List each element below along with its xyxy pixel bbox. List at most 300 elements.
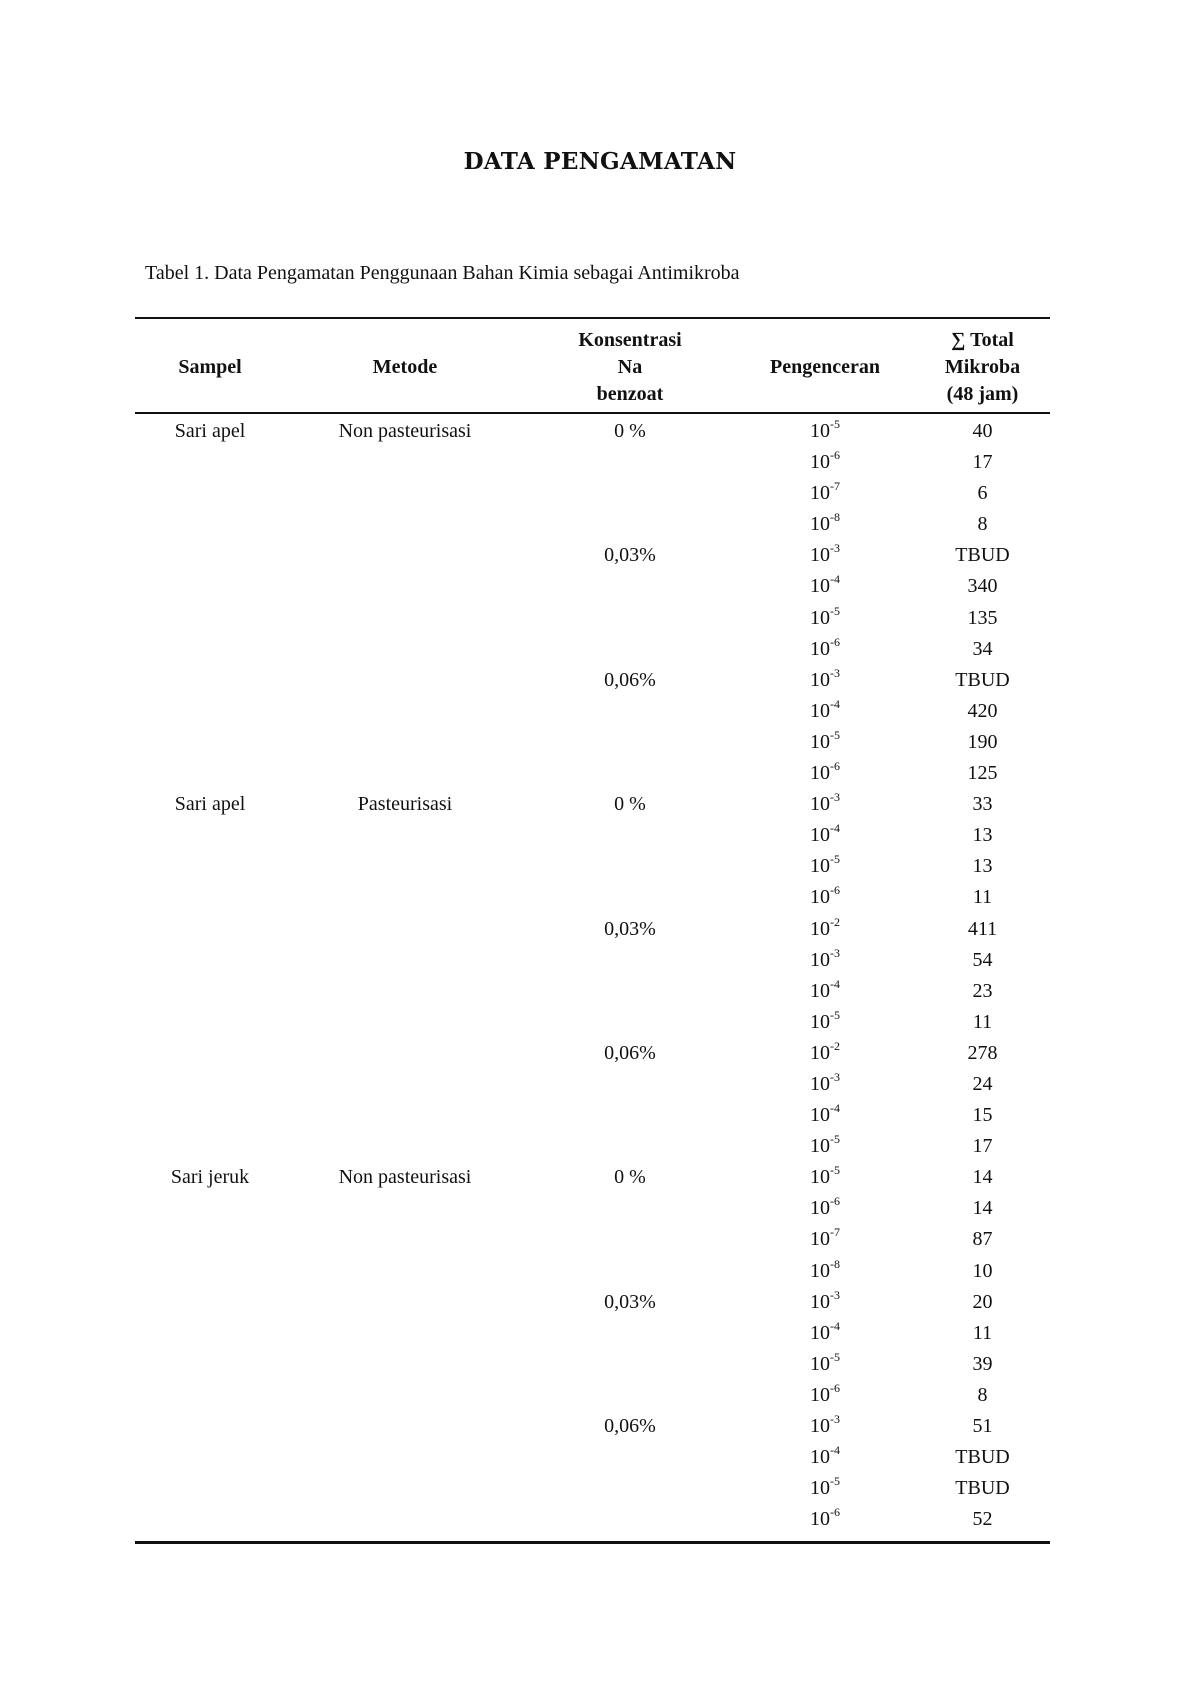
cell-total-mikroba: 135 bbox=[967, 606, 998, 629]
cell-konsentrasi bbox=[525, 603, 735, 634]
header-konsentrasi-line: benzoat bbox=[596, 382, 664, 405]
table-row bbox=[135, 1100, 1050, 1131]
cell-metode bbox=[285, 1349, 525, 1380]
cell-metode bbox=[285, 478, 525, 509]
cell-metode bbox=[285, 758, 525, 789]
cell-sampel bbox=[135, 1473, 285, 1504]
cell-konsentrasi bbox=[525, 1224, 735, 1255]
table-row bbox=[135, 540, 1050, 571]
table-row bbox=[135, 509, 1050, 540]
cell-total-mikroba: 8 bbox=[977, 513, 988, 536]
cell-metode bbox=[285, 1224, 525, 1255]
cell-total-mikroba: 23 bbox=[972, 979, 993, 1002]
table-row bbox=[135, 789, 1050, 820]
cell-metode bbox=[285, 540, 525, 571]
cell-konsentrasi bbox=[525, 1318, 735, 1349]
dilution-base: 10 bbox=[810, 1352, 830, 1375]
table-row bbox=[135, 696, 1050, 727]
table-row bbox=[135, 1411, 1050, 1442]
cell-konsentrasi bbox=[525, 1131, 735, 1162]
cell-metode bbox=[285, 603, 525, 634]
header-total-mikroba bbox=[915, 323, 1050, 411]
cell-pengenceran bbox=[735, 1100, 915, 1131]
dilution-base: 10 bbox=[810, 513, 830, 536]
header-konsentrasi-line: Na bbox=[617, 355, 643, 378]
cell-sampel bbox=[135, 447, 285, 478]
dilution-exponent: -5 bbox=[830, 603, 840, 618]
table-row bbox=[135, 1473, 1050, 1504]
cell-sampel: Sari jeruk bbox=[170, 1166, 250, 1189]
table-row bbox=[135, 976, 1050, 1007]
cell-total-mikroba: 15 bbox=[972, 1104, 993, 1127]
dilution-exponent: -6 bbox=[830, 883, 840, 898]
cell-pengenceran bbox=[735, 696, 915, 727]
cell-konsentrasi bbox=[525, 1442, 735, 1473]
cell-metode bbox=[285, 1100, 525, 1131]
dilution-exponent: -4 bbox=[830, 1101, 840, 1116]
dilution-exponent: -5 bbox=[830, 1132, 840, 1147]
cell-konsentrasi bbox=[525, 1007, 735, 1038]
table-row bbox=[135, 851, 1050, 882]
cell-pengenceran bbox=[735, 571, 915, 602]
table-header-rule bbox=[135, 412, 1050, 414]
cell-metode bbox=[285, 820, 525, 851]
cell-sampel bbox=[135, 478, 285, 509]
dilution-exponent: -7 bbox=[830, 479, 840, 494]
dilution-base: 10 bbox=[810, 948, 830, 971]
cell-konsentrasi: 0 % bbox=[614, 1166, 646, 1189]
dilution-exponent: -6 bbox=[830, 1505, 840, 1520]
cell-metode bbox=[285, 1442, 525, 1473]
cell-konsentrasi: 0,03% bbox=[604, 544, 656, 567]
table-row bbox=[135, 1442, 1050, 1473]
cell-pengenceran bbox=[735, 1007, 915, 1038]
cell-konsentrasi bbox=[525, 1349, 735, 1380]
table-row bbox=[135, 1038, 1050, 1069]
cell-pengenceran bbox=[735, 758, 915, 789]
dilution-base: 10 bbox=[810, 855, 830, 878]
cell-konsentrasi bbox=[525, 571, 735, 602]
cell-sampel bbox=[135, 1318, 285, 1349]
cell-metode: Pasteurisasi bbox=[357, 793, 453, 816]
cell-pengenceran bbox=[735, 914, 915, 945]
cell-pengenceran bbox=[735, 634, 915, 665]
header-sampel: Sampel bbox=[178, 355, 242, 378]
cell-metode bbox=[285, 665, 525, 696]
dilution-base: 10 bbox=[810, 1259, 830, 1282]
cell-metode bbox=[285, 945, 525, 976]
cell-metode bbox=[285, 1007, 525, 1038]
dilution-base: 10 bbox=[810, 606, 830, 629]
cell-sampel bbox=[135, 1131, 285, 1162]
cell-konsentrasi: 0,06% bbox=[604, 1415, 656, 1437]
page-title: DATA PENGAMATAN bbox=[463, 148, 737, 175]
dilution-base: 10 bbox=[810, 1446, 830, 1469]
dilution-base: 10 bbox=[810, 668, 830, 691]
cell-sampel bbox=[135, 571, 285, 602]
cell-sampel bbox=[135, 914, 285, 945]
dilution-exponent: -5 bbox=[830, 1007, 840, 1022]
cell-konsentrasi bbox=[525, 696, 735, 727]
table-row bbox=[135, 820, 1050, 851]
table-row bbox=[135, 634, 1050, 665]
dilution-exponent: -6 bbox=[830, 448, 840, 463]
cell-sampel bbox=[135, 1193, 285, 1224]
dilution-exponent: -4 bbox=[830, 821, 840, 836]
dilution-base: 10 bbox=[810, 1477, 830, 1500]
table-row bbox=[135, 1224, 1050, 1255]
cell-konsentrasi: 0,03% bbox=[604, 917, 656, 940]
cell-total-mikroba: 420 bbox=[967, 699, 998, 722]
cell-pengenceran bbox=[735, 1162, 915, 1193]
dilution-base: 10 bbox=[810, 1010, 830, 1033]
cell-pengenceran bbox=[735, 447, 915, 478]
dilution-exponent: -3 bbox=[830, 790, 840, 805]
cell-total-mikroba: 87 bbox=[972, 1228, 993, 1251]
cell-metode bbox=[285, 1131, 525, 1162]
cell-konsentrasi bbox=[525, 447, 735, 478]
cell-konsentrasi bbox=[525, 509, 735, 540]
header-total-line: ∑ Total bbox=[951, 328, 1014, 351]
cell-total-mikroba: 11 bbox=[972, 886, 993, 909]
cell-pengenceran bbox=[735, 1193, 915, 1224]
cell-sampel bbox=[135, 820, 285, 851]
dilution-base: 10 bbox=[810, 1321, 830, 1344]
cell-sampel bbox=[135, 1287, 285, 1318]
table-row bbox=[135, 447, 1050, 478]
dilution-base: 10 bbox=[810, 420, 830, 442]
table-bottom-rule bbox=[135, 1541, 1050, 1544]
dilution-exponent: -6 bbox=[830, 759, 840, 774]
cell-sampel bbox=[135, 634, 285, 665]
cell-sampel bbox=[135, 1256, 285, 1287]
cell-total-mikroba: TBUD bbox=[955, 1446, 1010, 1469]
cell-pengenceran bbox=[735, 416, 915, 447]
dilution-exponent: -3 bbox=[830, 1412, 840, 1426]
cell-metode bbox=[285, 1473, 525, 1504]
cell-konsentrasi bbox=[525, 634, 735, 665]
dilution-exponent: -5 bbox=[830, 852, 840, 867]
cell-total-mikroba: TBUD bbox=[955, 1477, 1010, 1500]
dilution-base: 10 bbox=[810, 1383, 830, 1406]
dilution-exponent: -3 bbox=[830, 1069, 840, 1084]
dilution-base: 10 bbox=[810, 1508, 830, 1531]
cell-metode bbox=[285, 1287, 525, 1318]
table-row bbox=[135, 478, 1050, 509]
table-row bbox=[135, 882, 1050, 913]
cell-sampel bbox=[135, 665, 285, 696]
dilution-base: 10 bbox=[810, 1197, 830, 1220]
dilution-exponent: -3 bbox=[830, 541, 840, 556]
header-total-line: (48 jam) bbox=[946, 382, 1019, 405]
cell-total-mikroba: 20 bbox=[972, 1290, 993, 1313]
dilution-exponent: -5 bbox=[830, 1474, 840, 1489]
table-row bbox=[135, 1504, 1050, 1535]
dilution-exponent: -6 bbox=[830, 634, 840, 649]
header-konsentrasi-line: Konsentrasi bbox=[578, 328, 682, 351]
table-top-rule bbox=[135, 317, 1050, 319]
dilution-exponent: -4 bbox=[830, 572, 840, 587]
cell-sampel bbox=[135, 945, 285, 976]
cell-pengenceran bbox=[735, 1442, 915, 1473]
cell-pengenceran bbox=[735, 1287, 915, 1318]
cell-pengenceran bbox=[735, 820, 915, 851]
cell-konsentrasi bbox=[525, 820, 735, 851]
cell-metode bbox=[285, 1504, 525, 1535]
cell-sampel bbox=[135, 758, 285, 789]
dilution-base: 10 bbox=[810, 699, 830, 722]
dilution-base: 10 bbox=[810, 1228, 830, 1251]
cell-metode bbox=[285, 1038, 525, 1069]
cell-pengenceran bbox=[735, 1380, 915, 1411]
cell-total-mikroba: 17 bbox=[972, 451, 993, 474]
dilution-base: 10 bbox=[810, 1104, 830, 1127]
dilution-exponent: -5 bbox=[830, 417, 840, 431]
cell-sampel bbox=[135, 540, 285, 571]
dilution-base: 10 bbox=[810, 575, 830, 598]
header-konsentrasi bbox=[525, 323, 735, 411]
cell-sampel: Sari apel bbox=[174, 420, 246, 442]
cell-pengenceran bbox=[735, 882, 915, 913]
dilution-exponent: -5 bbox=[830, 1163, 840, 1178]
table-row bbox=[135, 914, 1050, 945]
cell-konsentrasi bbox=[525, 758, 735, 789]
cell-total-mikroba: 17 bbox=[972, 1135, 993, 1158]
dilution-base: 10 bbox=[810, 637, 830, 660]
cell-pengenceran bbox=[735, 603, 915, 634]
cell-metode bbox=[285, 882, 525, 913]
table-row bbox=[135, 1162, 1050, 1193]
cell-pengenceran bbox=[735, 945, 915, 976]
cell-total-mikroba: 10 bbox=[972, 1259, 993, 1282]
table-row bbox=[135, 603, 1050, 634]
cell-pengenceran bbox=[735, 1069, 915, 1100]
cell-metode: Non pasteurisasi bbox=[338, 420, 472, 442]
dilution-base: 10 bbox=[810, 1041, 830, 1064]
cell-metode bbox=[285, 914, 525, 945]
dilution-base: 10 bbox=[810, 451, 830, 474]
dilution-base: 10 bbox=[810, 1135, 830, 1158]
cell-pengenceran bbox=[735, 1411, 915, 1442]
table-row bbox=[135, 1287, 1050, 1318]
cell-pengenceran bbox=[735, 1131, 915, 1162]
cell-sampel bbox=[135, 1442, 285, 1473]
cell-pengenceran bbox=[735, 478, 915, 509]
cell-total-mikroba: 11 bbox=[972, 1321, 993, 1344]
cell-total-mikroba: 40 bbox=[972, 420, 993, 442]
cell-sampel bbox=[135, 1069, 285, 1100]
cell-sampel bbox=[135, 976, 285, 1007]
cell-total-mikroba: 14 bbox=[972, 1166, 993, 1189]
cell-pengenceran bbox=[735, 727, 915, 758]
cell-sampel bbox=[135, 696, 285, 727]
cell-konsentrasi bbox=[525, 1504, 735, 1535]
dilution-base: 10 bbox=[810, 886, 830, 909]
cell-sampel: Sari apel bbox=[174, 793, 246, 816]
dilution-base: 10 bbox=[810, 730, 830, 753]
cell-metode bbox=[285, 509, 525, 540]
dilution-exponent: -6 bbox=[830, 1380, 840, 1395]
cell-konsentrasi bbox=[525, 1380, 735, 1411]
dilution-exponent: -5 bbox=[830, 1349, 840, 1364]
cell-total-mikroba: 190 bbox=[967, 730, 998, 753]
dilution-exponent: -4 bbox=[830, 976, 840, 991]
table-row bbox=[135, 1256, 1050, 1287]
cell-total-mikroba: 6 bbox=[977, 482, 988, 505]
cell-total-mikroba: 8 bbox=[977, 1383, 988, 1406]
table-row bbox=[135, 1380, 1050, 1411]
table-caption: Tabel 1. Data Pengamatan Penggunaan Bahan Kimia sebagai Antimikroba bbox=[145, 262, 740, 284]
cell-konsentrasi bbox=[525, 478, 735, 509]
cell-pengenceran bbox=[735, 509, 915, 540]
cell-pengenceran bbox=[735, 1038, 915, 1069]
cell-konsentrasi bbox=[525, 976, 735, 1007]
cell-total-mikroba: 14 bbox=[972, 1197, 993, 1220]
dilution-base: 10 bbox=[810, 482, 830, 505]
cell-konsentrasi: 0,06% bbox=[604, 1041, 656, 1064]
cell-konsentrasi bbox=[525, 945, 735, 976]
dilution-base: 10 bbox=[810, 1415, 830, 1437]
cell-konsentrasi bbox=[525, 1256, 735, 1287]
cell-konsentrasi bbox=[525, 1069, 735, 1100]
cell-metode bbox=[285, 1256, 525, 1287]
cell-total-mikroba: 52 bbox=[972, 1508, 993, 1531]
cell-sampel bbox=[135, 1504, 285, 1535]
cell-sampel bbox=[135, 1349, 285, 1380]
cell-total-mikroba: TBUD bbox=[955, 668, 1010, 691]
cell-total-mikroba: 24 bbox=[972, 1072, 993, 1095]
cell-total-mikroba: 33 bbox=[972, 793, 993, 816]
dilution-exponent: -4 bbox=[830, 1443, 840, 1458]
dilution-exponent: -3 bbox=[830, 665, 840, 680]
table-row bbox=[135, 727, 1050, 758]
cell-sampel bbox=[135, 509, 285, 540]
cell-metode bbox=[285, 447, 525, 478]
cell-sampel bbox=[135, 851, 285, 882]
cell-konsentrasi: 0 % bbox=[614, 420, 646, 442]
table-row bbox=[135, 571, 1050, 602]
table-row bbox=[135, 1318, 1050, 1349]
cell-metode bbox=[285, 1380, 525, 1411]
dilution-exponent: -8 bbox=[830, 510, 840, 525]
table-body bbox=[135, 416, 1050, 1535]
cell-sampel bbox=[135, 1380, 285, 1411]
cell-total-mikroba: 39 bbox=[972, 1352, 993, 1375]
cell-pengenceran bbox=[735, 665, 915, 696]
cell-metode bbox=[285, 1318, 525, 1349]
cell-pengenceran bbox=[735, 1224, 915, 1255]
table-row bbox=[135, 758, 1050, 789]
table-row bbox=[135, 1193, 1050, 1224]
dilution-base: 10 bbox=[810, 793, 830, 816]
cell-pengenceran bbox=[735, 1349, 915, 1380]
dilution-exponent: -6 bbox=[830, 1194, 840, 1209]
cell-konsentrasi: 0,06% bbox=[604, 668, 656, 691]
cell-metode bbox=[285, 976, 525, 1007]
dilution-base: 10 bbox=[810, 1072, 830, 1095]
cell-konsentrasi bbox=[525, 727, 735, 758]
dilution-exponent: -3 bbox=[830, 1287, 840, 1302]
cell-konsentrasi bbox=[525, 1100, 735, 1131]
cell-metode bbox=[285, 571, 525, 602]
table-row bbox=[135, 945, 1050, 976]
dilution-exponent: -2 bbox=[830, 914, 840, 929]
cell-pengenceran bbox=[735, 789, 915, 820]
dilution-exponent: -8 bbox=[830, 1256, 840, 1271]
dilution-base: 10 bbox=[810, 544, 830, 567]
table-row bbox=[135, 665, 1050, 696]
cell-total-mikroba: 11 bbox=[972, 1010, 993, 1033]
cell-total-mikroba: 278 bbox=[967, 1041, 998, 1064]
dilution-base: 10 bbox=[810, 979, 830, 1002]
cell-total-mikroba: TBUD bbox=[955, 544, 1010, 567]
header-pengenceran: Pengenceran bbox=[770, 355, 880, 378]
cell-konsentrasi bbox=[525, 1193, 735, 1224]
table-row bbox=[135, 416, 1050, 447]
cell-pengenceran bbox=[735, 540, 915, 571]
header-total-line: Mikroba bbox=[944, 355, 1021, 378]
cell-sampel bbox=[135, 1007, 285, 1038]
cell-konsentrasi: 0,03% bbox=[604, 1290, 656, 1313]
cell-pengenceran bbox=[735, 1504, 915, 1535]
cell-konsentrasi bbox=[525, 882, 735, 913]
cell-sampel bbox=[135, 882, 285, 913]
cell-metode bbox=[285, 1411, 525, 1442]
cell-konsentrasi bbox=[525, 1473, 735, 1504]
cell-metode bbox=[285, 851, 525, 882]
cell-sampel bbox=[135, 603, 285, 634]
cell-total-mikroba: 13 bbox=[972, 824, 993, 847]
dilution-base: 10 bbox=[810, 1290, 830, 1313]
dilution-exponent: -3 bbox=[830, 945, 840, 960]
table-row bbox=[135, 1131, 1050, 1162]
cell-pengenceran bbox=[735, 1318, 915, 1349]
cell-sampel bbox=[135, 727, 285, 758]
cell-total-mikroba: 34 bbox=[972, 637, 993, 660]
cell-pengenceran bbox=[735, 851, 915, 882]
cell-sampel bbox=[135, 1411, 285, 1442]
dilution-base: 10 bbox=[810, 762, 830, 785]
cell-sampel bbox=[135, 1100, 285, 1131]
cell-pengenceran bbox=[735, 976, 915, 1007]
cell-metode bbox=[285, 1193, 525, 1224]
cell-konsentrasi: 0 % bbox=[614, 793, 646, 816]
table-row bbox=[135, 1349, 1050, 1380]
table-row bbox=[135, 1069, 1050, 1100]
cell-total-mikroba: 411 bbox=[967, 917, 998, 940]
table-row bbox=[135, 1007, 1050, 1038]
dilution-base: 10 bbox=[810, 1166, 830, 1189]
cell-total-mikroba: 125 bbox=[967, 762, 998, 785]
cell-metode: Non pasteurisasi bbox=[338, 1166, 472, 1189]
cell-sampel bbox=[135, 1038, 285, 1069]
cell-sampel bbox=[135, 1224, 285, 1255]
cell-konsentrasi bbox=[525, 851, 735, 882]
dilution-base: 10 bbox=[810, 917, 830, 940]
dilution-exponent: -7 bbox=[830, 1225, 840, 1240]
cell-pengenceran bbox=[735, 1473, 915, 1504]
dilution-base: 10 bbox=[810, 824, 830, 847]
header-metode: Metode bbox=[372, 355, 438, 378]
cell-metode bbox=[285, 1069, 525, 1100]
cell-metode bbox=[285, 634, 525, 665]
dilution-exponent: -2 bbox=[830, 1038, 840, 1053]
dilution-exponent: -4 bbox=[830, 1318, 840, 1333]
dilution-exponent: -4 bbox=[830, 696, 840, 711]
dilution-exponent: -5 bbox=[830, 727, 840, 742]
cell-total-mikroba: 54 bbox=[972, 948, 993, 971]
cell-metode bbox=[285, 727, 525, 758]
